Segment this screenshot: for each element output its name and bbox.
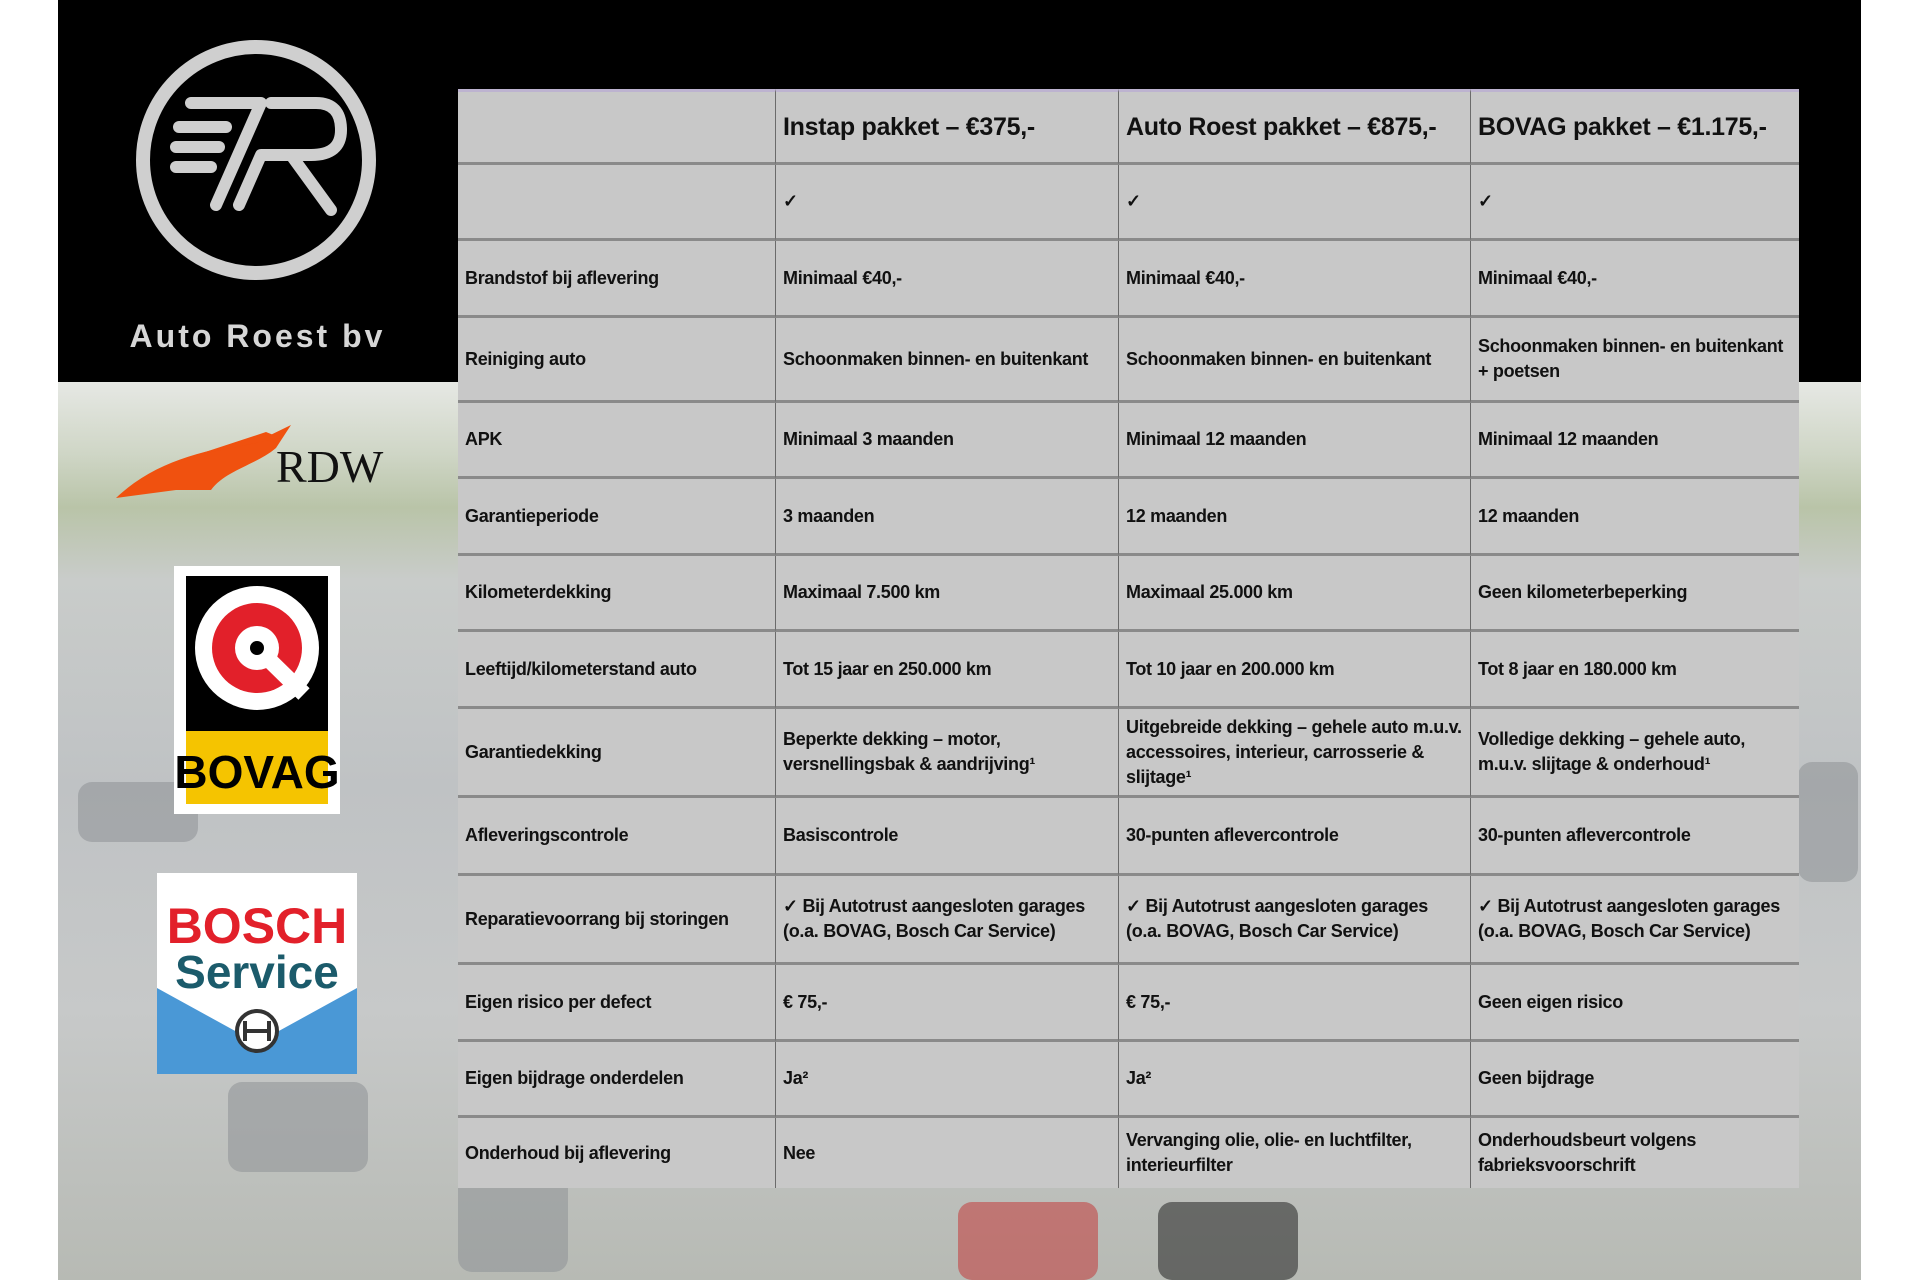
table-cell: Minimaal €40,- bbox=[1471, 241, 1799, 318]
table-cell: Minimaal €40,- bbox=[776, 241, 1119, 318]
table-cell: Tot 10 jaar en 200.000 km bbox=[1119, 632, 1471, 709]
table-cell: Nee bbox=[776, 1118, 1119, 1188]
row-label: Kilometerdekking bbox=[458, 556, 776, 632]
table-cell: Schoonmaken binnen- en buitenkant bbox=[1119, 318, 1471, 403]
table-cell: ✓ Bij Autotrust aangesloten garages (o.a. BOVAG, Bosch Car Service) bbox=[1119, 876, 1471, 965]
row-label: Reiniging auto bbox=[458, 318, 776, 403]
table-cell: Ja² bbox=[1119, 1042, 1471, 1118]
table-cell: Vervanging olie, olie- en luchtfilter, interieurfilter bbox=[1119, 1118, 1471, 1188]
rdw-logo bbox=[116, 420, 396, 505]
table-cell: Minimaal 12 maanden bbox=[1471, 403, 1799, 479]
table-cell: Minimaal 12 maanden bbox=[1119, 403, 1471, 479]
table-cell: 30-punten aflevercontrole bbox=[1471, 798, 1799, 876]
car-shape bbox=[1798, 762, 1858, 882]
table-cell: Minimaal €40,- bbox=[1119, 241, 1471, 318]
table-cell: Minimaal 3 maanden bbox=[776, 403, 1119, 479]
car-shape bbox=[1158, 1202, 1298, 1280]
row-label bbox=[458, 165, 776, 241]
table-cell: Geen eigen risico bbox=[1471, 965, 1799, 1042]
table-cell: ✓ bbox=[776, 165, 1119, 241]
table-cell: Maximaal 25.000 km bbox=[1119, 556, 1471, 632]
service-text: Service bbox=[175, 946, 339, 998]
table-cell: 12 maanden bbox=[1471, 479, 1799, 556]
rdw-logo-text: RDW bbox=[276, 441, 384, 492]
row-label: Brandstof bij aflevering bbox=[458, 241, 776, 318]
row-label: Garantiedekking bbox=[458, 709, 776, 798]
row-label: Eigen risico per defect bbox=[458, 965, 776, 1042]
table-cell: ✓ Bij Autotrust aangesloten garages (o.a. BOVAG, Bosch Car Service) bbox=[776, 876, 1119, 965]
brand-name: Auto Roest bv bbox=[129, 318, 386, 354]
table-cell: Schoonmaken binnen- en buitenkant bbox=[776, 318, 1119, 403]
table-cell: 30-punten aflevercontrole bbox=[1119, 798, 1471, 876]
table-cell: Basiscontrole bbox=[776, 798, 1119, 876]
table-cell: Tot 15 jaar en 250.000 km bbox=[776, 632, 1119, 709]
row-label: Afleveringscontrole bbox=[458, 798, 776, 876]
bosch-text: BOSCH bbox=[166, 898, 348, 954]
table-cell: Beperkte dekking – motor, versnellingsbak & aandrijving¹ bbox=[776, 709, 1119, 798]
table-cell: 3 maanden bbox=[776, 479, 1119, 556]
table-cell: ✓ Bij Autotrust aangesloten garages (o.a. BOVAG, Bosch Car Service) bbox=[1471, 876, 1799, 965]
header-instap: Instap pakket – €375,- bbox=[776, 89, 1119, 165]
ar-circle-logo-icon bbox=[131, 35, 381, 285]
header-bovag: BOVAG pakket – €1.175,- bbox=[1471, 89, 1799, 165]
table-cell: € 75,- bbox=[776, 965, 1119, 1042]
bovag-logo-text: BOVAG bbox=[174, 746, 340, 798]
table-cell: ✓ bbox=[1119, 165, 1471, 241]
table-cell: € 75,- bbox=[1119, 965, 1471, 1042]
row-label: Garantieperiode bbox=[458, 479, 776, 556]
table-cell: ✓ bbox=[1471, 165, 1799, 241]
table-cell: 12 maanden bbox=[1119, 479, 1471, 556]
row-label: Leeftijd/kilometerstand auto bbox=[458, 632, 776, 709]
table-cell: Ja² bbox=[776, 1042, 1119, 1118]
table-cell: Onderhoudsbeurt volgens fabrieksvoorschrift bbox=[1478, 1130, 1697, 1175]
table-cell: Volledige dekking – gehele auto, m.u.v. slijtage & onderhoud¹ bbox=[1471, 709, 1799, 798]
row-label: Reparatievoorrang bij storingen bbox=[458, 876, 776, 965]
row-label: Eigen bijdrage onderdelen bbox=[458, 1042, 776, 1118]
table-cell: Geen bijdrage bbox=[1471, 1042, 1799, 1118]
row-label: Onderhoud bij aflevering bbox=[458, 1118, 776, 1188]
table-cell: Maximaal 7.500 km bbox=[776, 556, 1119, 632]
header-cell-empty bbox=[458, 89, 776, 165]
car-shape bbox=[958, 1202, 1098, 1280]
header-auto-roest: Auto Roest pakket – €875,- bbox=[1119, 89, 1471, 165]
row-label: APK bbox=[458, 403, 776, 479]
table-cell: Tot 8 jaar en 180.000 km bbox=[1471, 632, 1799, 709]
car-shape bbox=[228, 1082, 368, 1172]
package-comparison-table bbox=[458, 89, 1799, 1188]
table-cell: Uitgebreide dekking – gehele auto m.u.v. accessoires, interieur, carrosserie & slijtage¹ bbox=[1119, 709, 1471, 798]
bovag-logo bbox=[174, 566, 340, 814]
bosch-service-logo bbox=[157, 873, 357, 1074]
table-cell: Schoonmaken binnen- en buitenkant + poetsen bbox=[1471, 318, 1799, 403]
table-cell: Geen kilometerbeperking bbox=[1471, 556, 1799, 632]
